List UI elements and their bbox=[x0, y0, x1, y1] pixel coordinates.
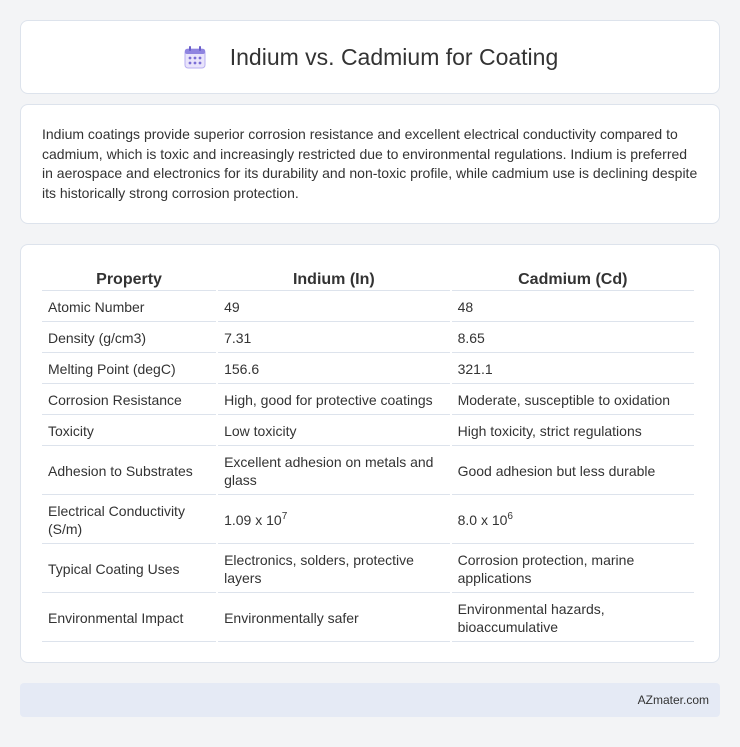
table-header-row bbox=[42, 267, 694, 291]
cadmium-cell: 321.1 bbox=[452, 355, 694, 384]
property-cell: Corrosion Resistance bbox=[42, 386, 216, 415]
title-card bbox=[20, 20, 720, 94]
property-cell: Adhesion to Substrates bbox=[42, 448, 216, 495]
table-row bbox=[42, 417, 694, 446]
title-wrap bbox=[182, 44, 559, 71]
cadmium-conductivity-base: 8.0 x 10 bbox=[457, 512, 508, 528]
cadmium-cell: High toxicity, strict regulations bbox=[452, 417, 694, 446]
header-cadmium: Cadmium (Cd) bbox=[452, 267, 694, 291]
indium-cell: Excellent adhesion on metals and glass bbox=[218, 448, 450, 495]
table-row bbox=[42, 293, 694, 322]
header-indium: Indium (In) bbox=[218, 267, 450, 291]
indium-cell bbox=[218, 497, 450, 544]
table-row bbox=[42, 324, 694, 353]
indium-cell: Low toxicity bbox=[218, 417, 450, 446]
summary-card bbox=[20, 104, 720, 224]
indium-cell: Environmentally safer bbox=[218, 595, 450, 642]
property-cell: Typical Coating Uses bbox=[42, 546, 216, 593]
table-row bbox=[42, 546, 694, 593]
table-row bbox=[42, 448, 694, 495]
table-row bbox=[42, 595, 694, 642]
comparison-table bbox=[40, 265, 696, 644]
indium-cell: 7.31 bbox=[218, 324, 450, 353]
property-cell: Melting Point (degC) bbox=[42, 355, 216, 384]
property-cell: Electrical Conductivity (S/m) bbox=[42, 497, 216, 544]
cadmium-cell: Environmental hazards, bioaccumulative bbox=[452, 595, 694, 642]
cadmium-cell: Good adhesion but less durable bbox=[452, 448, 694, 495]
cadmium-cell: Corrosion protection, marine applications bbox=[452, 546, 694, 593]
cadmium-cell: 48 bbox=[452, 293, 694, 322]
indium-conductivity-base: 1.09 x 10 bbox=[224, 512, 282, 528]
table-card bbox=[20, 244, 720, 663]
property-cell: Density (g/cm3) bbox=[42, 324, 216, 353]
cadmium-cell: 8.65 bbox=[452, 324, 694, 353]
indium-cell: 49 bbox=[218, 293, 450, 322]
calendar-grid-icon bbox=[182, 44, 208, 70]
property-cell: Toxicity bbox=[42, 417, 216, 446]
page-title: Indium vs. Cadmium for Coating bbox=[229, 43, 559, 70]
indium-cell: 156.6 bbox=[218, 355, 450, 384]
indium-cell: Electronics, solders, protective layers bbox=[218, 546, 450, 593]
cadmium-conductivity-exponent: 6 bbox=[507, 511, 513, 522]
property-cell: Environmental Impact bbox=[42, 595, 216, 642]
cadmium-cell bbox=[452, 497, 694, 544]
table-row bbox=[42, 497, 694, 544]
footer-brand[interactable]: AZmater.com bbox=[637, 693, 709, 707]
property-cell: Atomic Number bbox=[42, 293, 216, 322]
table-row bbox=[42, 355, 694, 384]
indium-conductivity-exponent: 7 bbox=[281, 511, 288, 522]
table-row bbox=[42, 386, 694, 415]
footer bbox=[20, 683, 720, 717]
header-property: Property bbox=[42, 267, 216, 291]
indium-cell: High, good for protective coatings bbox=[218, 386, 450, 415]
cadmium-cell: Moderate, susceptible to oxidation bbox=[452, 386, 694, 415]
summary-text: Indium coatings provide superior corrosion resistance and excellent electrical conductivity compared to cadmium, which is toxic and increasingly restricted due to environmental regulations. Indium is preferred in aerospace and electronics for its durability and non-toxic profile, while cadmium use is declining despite its historically strong corrosion protection. bbox=[42, 126, 698, 201]
